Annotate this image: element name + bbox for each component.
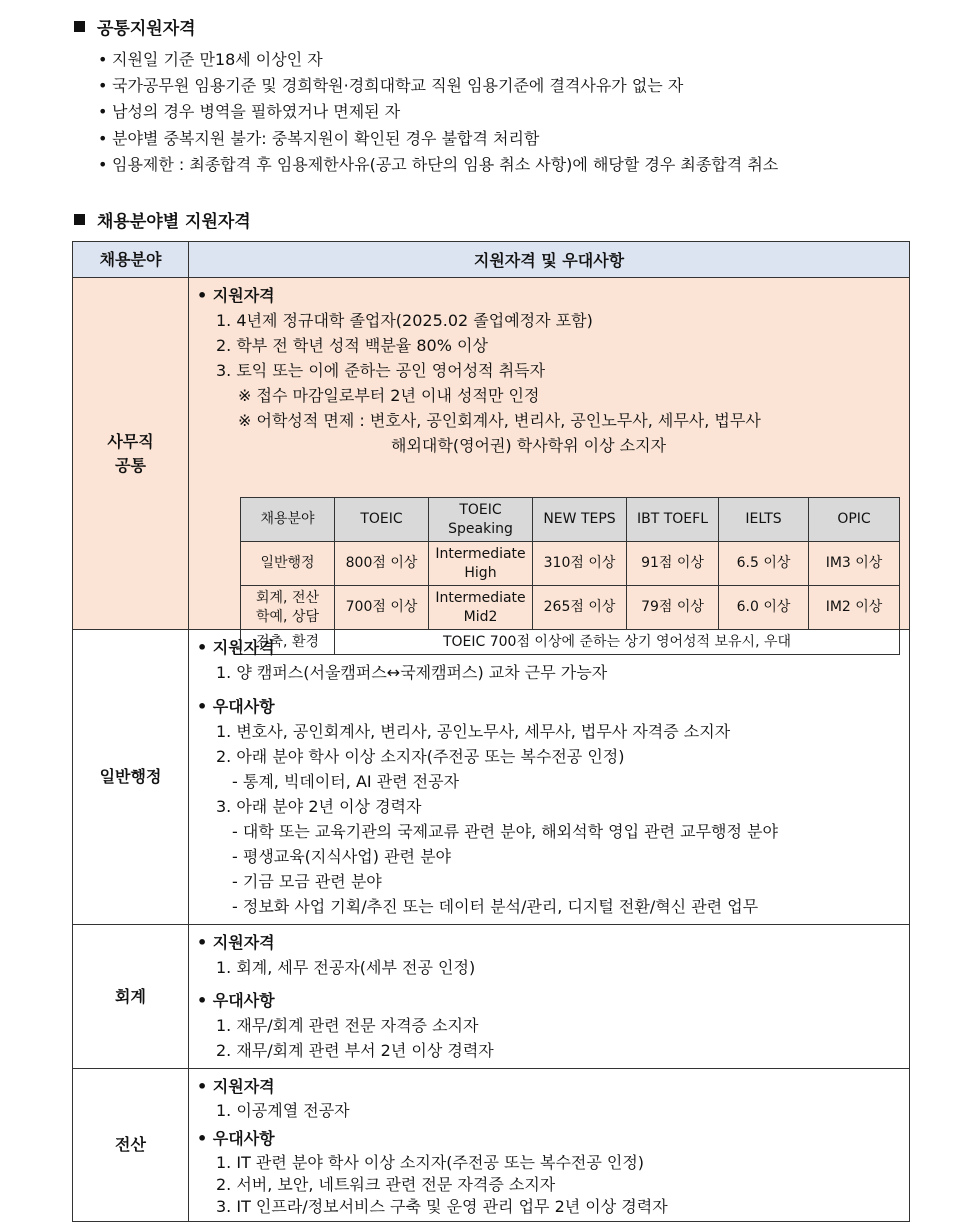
- sub-cell: 6.0 이상: [719, 586, 809, 629]
- list-item: • 남성의 경우 병역을 필하였거나 면제된 자: [98, 99, 400, 122]
- heading-preference: • 우대사항: [197, 991, 275, 1010]
- sub-cell: 800점 이상: [335, 542, 429, 585]
- sub-header: IBT TOEFL: [627, 498, 719, 541]
- sub-row: [241, 542, 899, 586]
- sub-header: OPIC: [837, 511, 871, 527]
- list-item: • 분야별 중복지원 불가: 중복지원이 확인된 경우 불합격 처리함: [98, 126, 539, 149]
- header-requirements: 지원자격 및 우대사항: [473, 251, 625, 270]
- heading-qualification: • 지원자격: [197, 638, 275, 657]
- list-item: 3. 아래 분야 2년 이상 경력자: [216, 797, 422, 816]
- list-item: 3. 토익 또는 이에 준하는 공인 영어성적 취득자: [216, 361, 546, 380]
- section-heading-by-field: [74, 207, 251, 232]
- field-office-common: 사무직 공통: [73, 278, 189, 629]
- list-item: 1. 양 캠퍼스(서울캠퍼스↔국제캠퍼스) 교차 근무 가능자: [216, 663, 608, 682]
- field-computing: 전산: [73, 1069, 189, 1221]
- sub-header: TOEIC Speaking: [429, 498, 533, 541]
- sub-cell: 310점 이상: [533, 542, 627, 585]
- note: ※ 접수 마감일로부터 2년 이내 성적만 인정: [238, 386, 540, 405]
- sub-cell: 6.5 이상: [719, 542, 809, 585]
- requirements-cell: [189, 925, 909, 1068]
- table-row: [73, 630, 909, 925]
- list-item: 3. IT 인프라/정보서비스 구축 및 운영 관리 업무 2년 이상 경력자: [216, 1197, 668, 1216]
- list-item: • 국가공무원 임용기준 및 경희학원·경희대학교 직원 임용기준에 결격사유가 없는 자: [98, 73, 683, 96]
- section-title: 공통지원자격: [97, 19, 196, 39]
- square-bullet-icon: [74, 21, 85, 32]
- sub-cell: 건축, 환경: [241, 630, 335, 654]
- list-subitem: - 기금 모금 관련 분야: [232, 872, 382, 891]
- table-row: [73, 278, 909, 650]
- table-header-row: [73, 242, 909, 278]
- header-field: 채용분야: [73, 242, 189, 277]
- sub-row: [241, 586, 899, 630]
- sub-cell: 700점 이상: [335, 586, 429, 629]
- note: ※ 어학성적 면제 : 변호사, 공인회계사, 변리사, 공인노무사, 세무사, 법무사: [238, 411, 761, 430]
- requirements-cell: [189, 278, 909, 650]
- field-accounting: 회계: [73, 925, 189, 1068]
- section-title: 채용분야별 지원자격: [97, 212, 251, 232]
- list-subitem: - 정보화 사업 기획/추진 또는 데이터 분석/관리, 디지털 전환/혁신 관련 업무: [232, 897, 759, 916]
- heading-qualification: • 지원자격: [197, 933, 275, 952]
- sub-header: 채용분야: [241, 498, 335, 541]
- list-item: 1. IT 관련 분야 학사 이상 소지자(주전공 또는 복수전공 인정): [216, 1153, 645, 1172]
- list-subitem: - 평생교육(지식사업) 관련 분야: [232, 847, 451, 866]
- sub-cell: 79점 이상: [627, 586, 719, 629]
- requirements-cell: [189, 630, 909, 924]
- requirements-table: [72, 241, 910, 1222]
- list-item: 1. 변호사, 공인회계사, 변리사, 공인노무사, 세무사, 법무사 자격증 소지자: [216, 722, 731, 741]
- list-item: 1. 4년제 정규대학 졸업자(2025.02 졸업예정자 포함): [216, 311, 593, 330]
- sub-cell: Intermediate High: [429, 542, 533, 585]
- section-heading-common: [74, 14, 196, 39]
- list-subitem: - 통계, 빅데이터, AI 관련 전공자: [232, 772, 460, 791]
- field-general-admin: 일반행정: [73, 630, 189, 924]
- sub-cell: Intermediate Mid2: [429, 586, 533, 629]
- sub-header: NEW TEPS: [533, 498, 627, 541]
- sub-cell: 회계, 전산 학예, 상담: [241, 586, 335, 629]
- list-item: 1. 회계, 세무 전공자(세부 전공 인정): [216, 958, 476, 977]
- list-item: 2. 학부 전 학년 성적 백분율 80% 이상: [216, 336, 488, 355]
- list-item: • 지원일 기준 만18세 이상인 자: [98, 47, 323, 70]
- heading-qualification: • 지원자격: [197, 1077, 275, 1096]
- table-row: [73, 925, 909, 1069]
- sub-cell: IM3 이상: [825, 555, 883, 571]
- heading-preference: • 우대사항: [197, 1129, 275, 1148]
- list-item: 1. 이공계열 전공자: [216, 1101, 350, 1120]
- heading-preference: • 우대사항: [197, 697, 275, 716]
- sub-header: IELTS: [719, 498, 809, 541]
- list-item: 2. 재무/회계 관련 부서 2년 이상 경력자: [216, 1041, 494, 1060]
- sub-header: TOEIC: [335, 498, 429, 541]
- list-item: 1. 재무/회계 관련 전문 자격증 소지자: [216, 1016, 479, 1035]
- list-item: 2. 아래 분야 학사 이상 소지자(주전공 또는 복수전공 인정): [216, 747, 625, 766]
- table-row: [73, 1069, 909, 1221]
- square-bullet-icon: [74, 214, 85, 225]
- sub-cell: 일반행정: [241, 542, 335, 585]
- sub-header-row: [241, 498, 899, 542]
- list-subitem: - 대학 또는 교육기관의 국제교류 관련 분야, 해외석학 영입 관련 교무행정 분야: [232, 822, 778, 841]
- sub-cell-merged: TOEIC 700점 이상에 준하는 상기 영어성적 보유시, 우대: [442, 633, 792, 650]
- sub-cell: 265점 이상: [533, 586, 627, 629]
- list-item: 2. 서버, 보안, 네트워크 관련 전문 자격증 소지자: [216, 1175, 556, 1194]
- requirements-cell: [189, 1069, 909, 1221]
- sub-cell: IM2 이상: [825, 599, 883, 615]
- note-continued: 해외대학(영어권) 학사학위 이상 소지자: [391, 436, 667, 455]
- sub-cell: 91점 이상: [627, 542, 719, 585]
- heading-qualification: • 지원자격: [197, 286, 275, 305]
- list-item: • 임용제한 : 최종합격 후 임용제한사유(공고 하단의 임용 취소 사항)에 해당할 경우 최종합격 취소: [98, 152, 778, 175]
